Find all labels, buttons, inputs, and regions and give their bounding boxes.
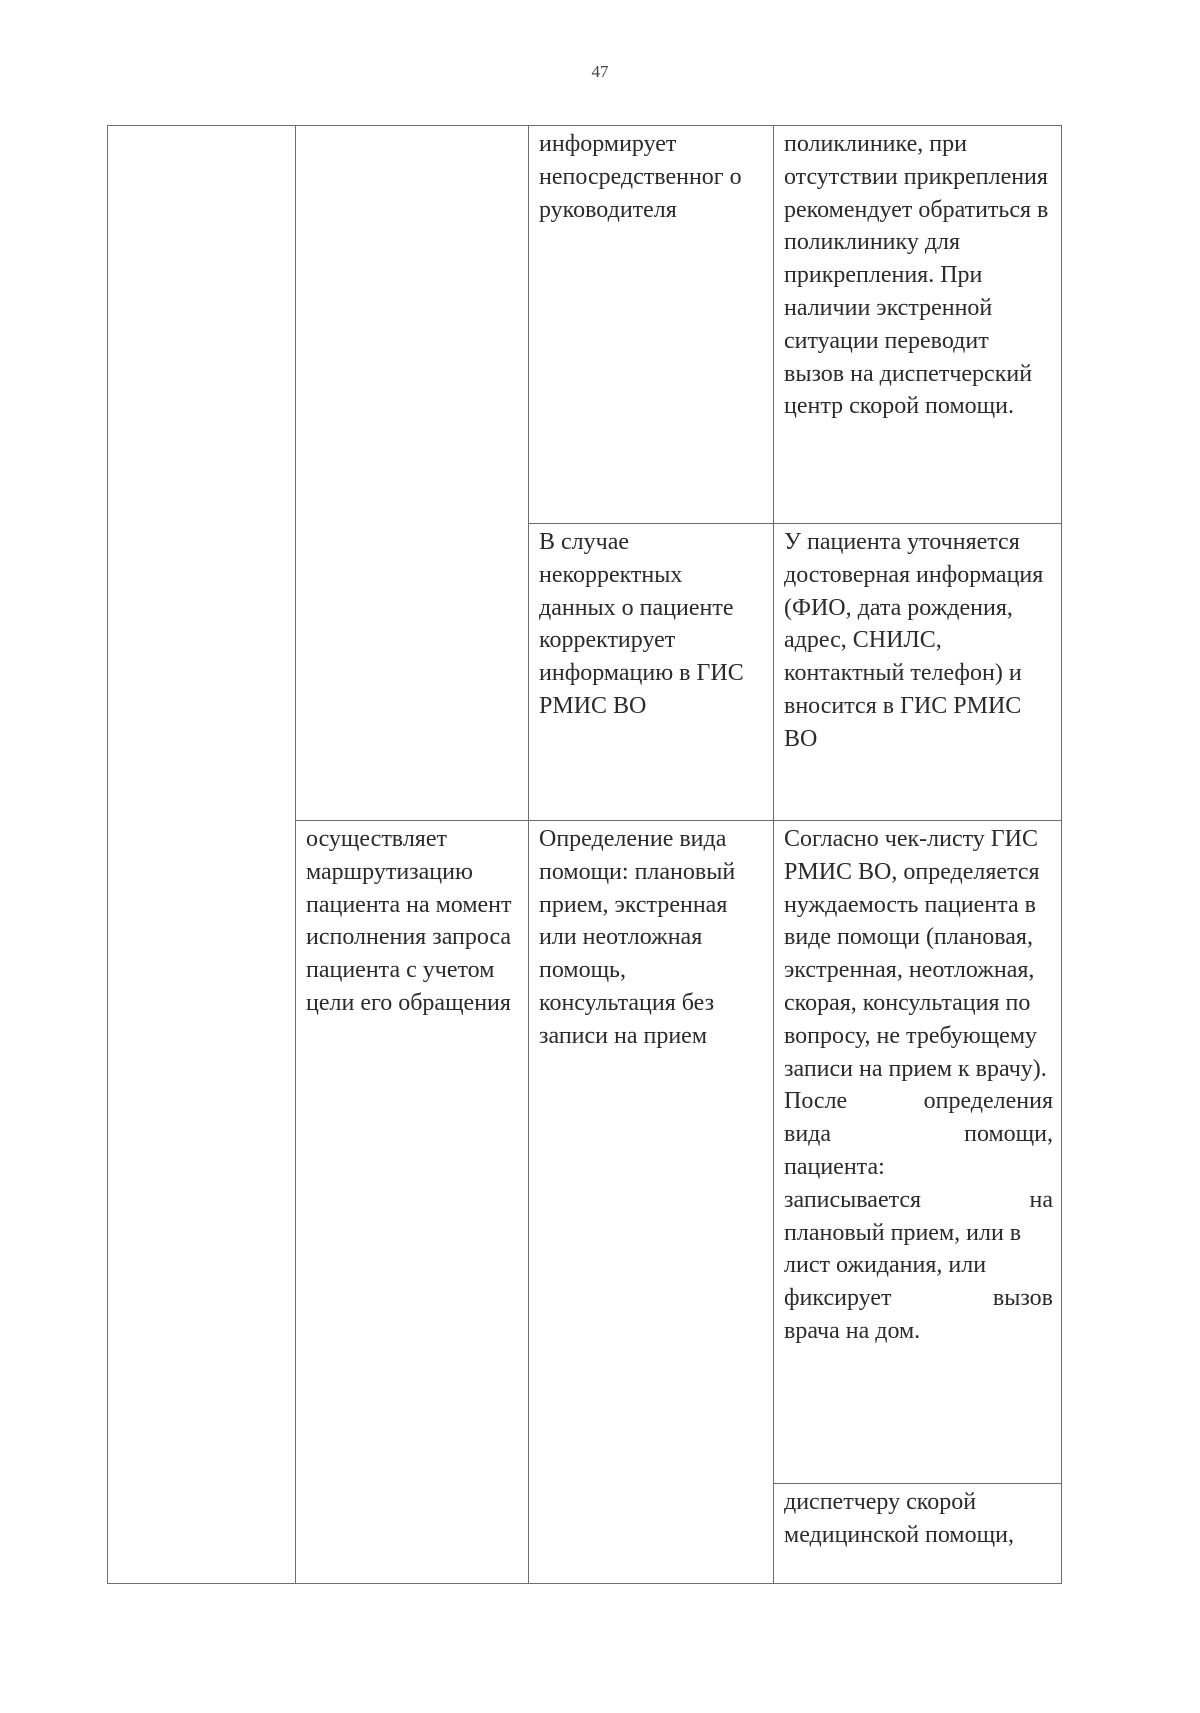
- table-row: [108, 126, 1062, 524]
- cell-word: определения: [923, 1088, 1053, 1115]
- cell-line: [784, 1118, 1053, 1151]
- table-cell-col3: Определение вида помощи: плановый прием, экстренная или неотложная помощь, консультация без записи на прием: [529, 821, 774, 1584]
- table-cell-col4: диспетчеру скорой медицинской помощи,: [774, 1484, 1062, 1584]
- document-table: [107, 125, 1062, 1584]
- cell-line: [784, 1184, 1053, 1217]
- table-cell-col2: осуществляет маршрутизацию пациента на момент исполнения запроса пациента с учетом цели его обращения: [296, 821, 529, 1584]
- cell-word: на: [1029, 1186, 1053, 1213]
- cell-word: фиксирует: [784, 1285, 892, 1312]
- cell-paragraph: Согласно чек-листу ГИС РМИС ВО, определяется нуждаемость пациента в виде помощи (плановая, экстренная, неотложная, скорая, консультация по вопросу, не требующему записи на прием к врачу).: [784, 826, 1047, 1082]
- cell-line: врача на дом.: [784, 1317, 921, 1344]
- cell-word: вида: [784, 1121, 832, 1148]
- table-cell-col3: информирует непосредственног о руководителя: [529, 126, 774, 524]
- table-cell-col4: поликлинике, при отсутствии прикрепления рекомендует обратиться в поликлинику для прикрепления. При наличии экстренной ситуации переводит вызов на диспетчерский центр скорой помощи.: [774, 126, 1062, 524]
- table-cell-col2: [296, 126, 529, 821]
- cell-word: помощи,: [964, 1121, 1053, 1148]
- cell-word: После: [784, 1088, 848, 1115]
- table-cell-col4: [774, 821, 1062, 1484]
- table-cell-col3: В случае некорректных данных о пациенте корректирует информацию в ГИС РМИС ВО: [529, 524, 774, 821]
- cell-line: [784, 1282, 1053, 1315]
- cell-line: [784, 1085, 1053, 1118]
- cell-word: вызов: [992, 1285, 1053, 1312]
- cell-line: пациента:: [784, 1153, 885, 1180]
- cell-line: плановый прием, или в лист ожидания, или: [784, 1219, 1022, 1279]
- page-number: 47: [591, 62, 609, 81]
- cell-word: записывается: [784, 1186, 922, 1213]
- table-cell-col4: У пациента уточняется достоверная информация (ФИО, дата рождения, адрес, СНИЛС, контактный телефон) и вносится в ГИС РМИС ВО: [774, 524, 1062, 821]
- table-cell-col1: [108, 126, 296, 1584]
